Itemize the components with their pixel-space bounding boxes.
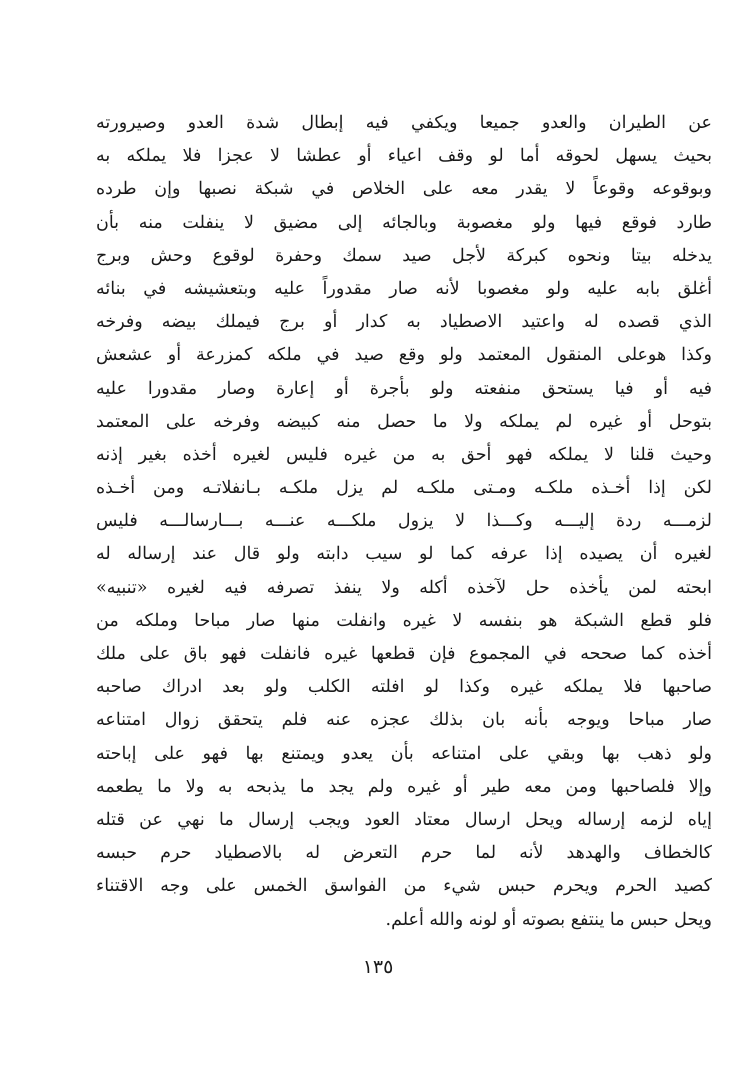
text-line: يدخله بيتا ونحوه كبركة لأجل صيد سمك وحفرة لوقوع وحش وبرج: [96, 245, 712, 266]
text-line: وحيث قلنا لا يملكه فهو أحق به من غيره فليس لغيره أخذه بغير إذنه: [96, 444, 712, 465]
text-line: فلو قطع الشبكة هو بنفسه لا غيره وانفلت منها صار مباحا وملكه من: [96, 610, 712, 631]
text-line: إياه لزمه إرساله ويحل ارسال معتاد العود ويجب إرسال ما نهي عن قتله: [96, 809, 712, 830]
text-line: ولو ذهب بها وبقي على امتناعه بأن يعدو ويمتنع بها فهو على إباحته: [96, 743, 712, 764]
text-line: وإلا فلصاحبها ومن معه طير أو غيره ولم يجد ما يذبحه به ولا ما يطعمه: [96, 776, 712, 797]
text-line: لغيره أن يصيده إذا عرفه كما لو سيب دابته ولو قال عند إرساله له: [96, 544, 712, 565]
text-line: صار مباحا ويوجه بأنه بان بذلك عجزه عنه فلم يتحقق زوال امتناعه: [96, 710, 712, 731]
text-line: الذي قصده له واعتيد الاصطياد به كدار أو برج فيملك بيضه وفرخه: [96, 312, 712, 333]
text-line: لكن إذا أخـذه ملكـه ومـتى ملكـه لم يزل ملكـه بـانفلاتـه ومن أخـذه: [96, 478, 712, 499]
text-line: كالخطاف والهدهد لأنه لما حرم التعرض له بالاصطياد حرم حبسه: [96, 843, 712, 864]
text-line: لزمـــه ردة إليـــه وكـــذا لا يزول ملكـــه عنـــه بـــارسالـــه فليس: [96, 511, 712, 532]
text-line: طارد فوقع فيها ولو مغصوبة وبالجائه إلى مضيق لا ينفلت منه بأن: [96, 212, 712, 233]
page-number: ١٣٥: [362, 956, 394, 978]
text-line: أخذه كما صححه في المجموع فإن قطعها غيره فانفلت فهو باق على ملك: [96, 644, 712, 664]
text-line: صاحبها فلا يملكه غيره وكذا لو افلته الكلب ولو بعد ادراك صاحبه: [96, 677, 712, 698]
text-line: عن الطيران والعدو جميعا ويكفي فيه إبطال شدة العدو وصيرورته: [96, 113, 712, 133]
text-line: أغلق بابه عليه ولو مغصوبا لأنه صار مقدوراً عليه وبتعشيشه في بنائه: [96, 278, 712, 299]
text-line: كصيد الحرم ويحرم حبس شيء من الفواسق الخمس على وجه الاقتناء: [96, 876, 712, 897]
text-line: بحيث يسهل لحوقه أما لو وقف اعياء أو عطشا لا عجزا فلا يملكه به: [96, 146, 712, 167]
text-line: بتوحل أو غيره لم يملكه ولا ما حصل منه كبيضه وفرخه على المعتمد: [96, 411, 712, 432]
text-line: ابحته لمن يأخذه حل لآخذه أكله ولا ينفذ تصرفه فيه لغيره «تنبيه»: [96, 577, 712, 598]
text-line: وبوقوعه وقوعاً لا يقدر معه على الخلاص في شبكة نصبها وإن طرده: [96, 179, 712, 200]
text-line: وكذا هوعلى المنقول المعتمد ولو وقع صيد في ملكه كمزرعة أو عشعش: [96, 345, 712, 366]
text-line: فيه أو فيا يستحق منفعته ولو بأجرة أو إعارة وصار مقدورا عليه: [96, 378, 712, 399]
text-line: ويحل حبس ما ينتفع بصوته أو لونه والله أعلم.: [385, 909, 712, 930]
body-text: [96, 107, 712, 937]
